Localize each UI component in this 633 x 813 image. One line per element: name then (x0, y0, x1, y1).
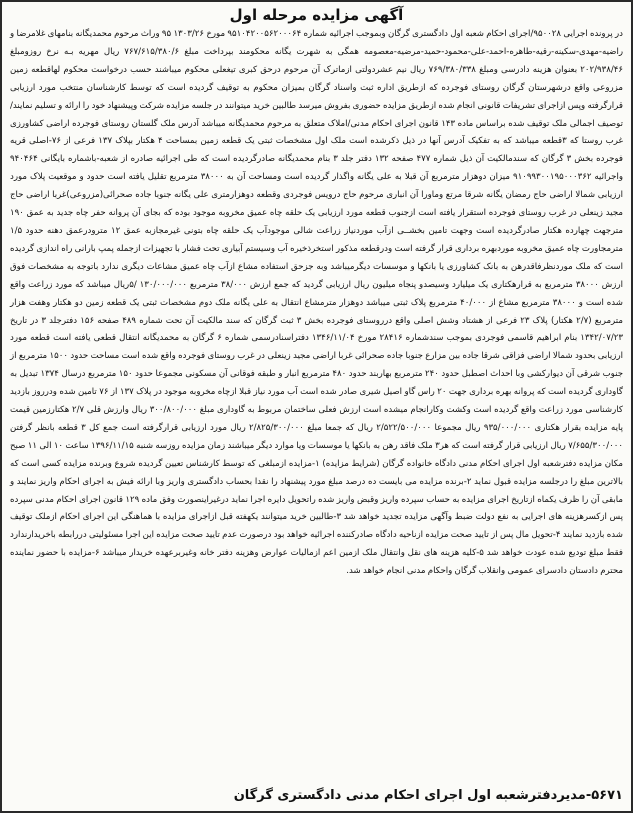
notice-signature: ۵۶۷۱-مدیردفترشعبه اول اجرای احکام مدنی دادگستری گرگان (233, 788, 623, 803)
notice-title: آگهی مزایده مرحله اول (229, 6, 404, 24)
notice-body: در پرونده اجرایی ۹۵۰۰۲۸/اجرای احکام شعبه اول دادگستری گرگان وبموجب اجرائیه شماره ۹۵۱۰۴۲۰۰۵۶۲۰۰۰۶۴ مورخ ۱۳۰۳/۲۶ ۹۵ وراث مرحوم محمدیگانه بنامهای غلامرضا و راضیه-مهدی-سکینه-رقیه-طاهره-احمد-علی-محمود-حمید-مرضیه-معصومه همگی به شهرت یگانه محکومند بپرداخت مبلغ ۷۶۷/۶۱۵/۳۸۰/۶ ریال مهریه بـه نرخ روزومبلغ ۲۰۲/۹۳۸/۴۶ بعنوان هزینه دادرسی ومبلغ ۷۶۹/۳۸۰/۳۳۸ ریال نیم عشردولتی ازماترک آن مرحوم درحق کبری تیغعلی محکوم میباشند حسب درخواست محکوم لهاقطعه زمین مزروعی واقع درشهرستان گرگان روستای فوجرده که ازطریق اداره ثبت واسناد گرگان بمیزان محکوم به توقیف گردیده است که توسط کارشناسان منتخب مورد ارزیابی قرارگرفته وپس ازاجرای تشریفات قانونی انجام شده ازطریق مزایده حضوری بفروش میرسد طالبین خرید میتوانند در جلسه مزایده شرکت وپیشنهاد خود را ارائه و تسلیم نمایند/ توصیف اجمالی ملک توقیف شده براساس ماده ۱۴۳ قانون اجرای احکام مدنی/املاک متعلق به مرحوم محمدیگانه میباشد آدرس ملک گلستان روستای فوجرده اراضی کشاورزی غرب روستا که ۳قطعه میباشد که به تفکیک آدرس آنها در ذیل ذکرشده است ملک اول مشخصات ثبتی یک قطعه زمین بمساحت ۴ هکتار بپلاک ۱۳۷ فرعی از ۷۶-اصلی قریه فوجرده بخش ۳ گرگان که سندمالکیت آن ذیل شماره ۴۷۷ صفحه ۱۳۲ دفتر جلد ۳ بنام محمدیگانه صادرگردیده است که طی اجرائیه صادره از شعبه-باشماره بایگانی ۹۴۰۴۶۴ واجرائیه ۹۱۰۹۹۳۰۰۱۹۵۰۰۰۳۶۲ میزان دوهزار مترمربع آن قبلا به علی یگانه واگذار گردیده است ومساحت آن به ۳۸۰۰۰ مترمربع تقلیل یافته است حدود و موقعیت پلاک مورد ارزیابی شمالا اراضی حاج رمضان یگانه شرقا مرتع وماورا آن انباری مرحوم حاج درویس فوجردی وقطعه دوهزارمتری علی یگانه جنوبا جاده صحرائی(مزروعی)غربا اراضی حاج مجید زینعلی در غرب روستای فوجرده استقرار یافته است ازجنوب قطعه مورد ارزیابی یک حلقه چاه عمیق مخروبه موجود بوده که بجای آن پروانه حفر چاه جدید به عمق ۱۹۰ مترجهت چهارده هکتار صادرگردیده است وجهت تامین بخشــی ازآب موردنیاز زراعت شالی موجودآب یک حلقه چاه بتونی غیرمجازبه عمق ۱۲ مترودرعمق دهنه حدود ۱/۵ مترمجاورت چاه عمیق مخروبه موردبهره برداری قرار گرفته است ودرقطعه مذکور استخرذخیره آب وسیستم آبیاری تحت فشار با تجهیزات ازجمله پمپ بارانی راه اندازی گردیده است که ملک موردنظرفاقدرهن به بانک کشاورزی یا بانکها و موسسات دیگرمیباشد وبه جزحق استفاده مشاع ازآب چاه عمیق مشاعات دیگری ندارد باتوجه به مشخصات فوق ارزش ۳۸۰۰۰ مترمربع به قرارهکتاری یک میلیارد وسیصدو پنجاه میلیون ریال ارزیابی گردید که جمع ارزش ۳۸/۰۰۰ مترمربع ۱۳۰/۰۰۰/۰۰۰ /۵ریال میباشد که مورد زراعت واقع شده است و ۳۸۰۰۰ مترمربع مشاع از ۴۰/۰۰۰ مترمربع پلاک ثبتی میباشد دوهزار مترمشاع انتقال به علی یگانه ملک دوم مشخصات ثبتی یک قطعه زمین دو هکتار وهفت هزار مترمربع (۲/۷ هکتار) پلاک ۲۳ فرعی از هشتاد وشش اصلی واقع درروستای فوجرده بخش ۳ ثبت گرگان که سند مالکیت آن تحت شماره ۴۸۹ صفحه ۱۵۶ دفترجلد ۳ در تاریخ ۱۳۴۲/۰۷/۲۳ بنام ابراهیم قاسمی فوجردی بموجب سندشماره ۲۸۴۱۶ مورخ ۱۳۴۶/۱۱/۰۴ دفتراسنادرسمی شماره ۶ گرگان به محمدیگانه انتقال قطعی یافته است قطعه مورد ارزیابی بحدود شمالا اراضی فزاقی شرقا جاده بین مزارع جنوبا جاده صحرائی غربا اراضی مجید زینعلی در غرب روستای فوجرده واقع شده است مساحت حدود ۱۵۰۰ مترمربع از جنوب شرقی آن دیوارکشی وبا احداث اصطبل حدود ۲۴۰ مترمربع بهاربند حدود ۴۸۰ مترمربع انبار و طبقه فوقانی آن مسکونی مجموعا حدود ۱۵۰ مترمربع درسال ۱۳۷۴ تبدیل به گاوداری گردیده است که پروانه بهره برداری جهت ۲۰ راس گاو اصیل شیری صادر شده است آب مورد نیاز قبلا ازچاه مخروبه موجود در پلاک ۱۳۷ از ۷۶ تامین شده ودرروز بازدید کارشناسی مورد زراعت واقع گردیده است وکشت وکارانجام میشده است ارزش فعلی ساختمان مربوط به گاوداری مبلغ ۳۰۰/۸۰۰/۰۰۰ ریال وارزش قلی ۲/۷ هکتارزمین قیمت پایه مزایده بقرار هکتاری ۹۳۵/۰۰۰/۰۰۰ ریال مجموعا ۲/۵۲۲/۵۰۰/۰۰۰ ریال که جمعا مبلغ ۲/۸۲۵/۳۰۰/۰۰۰ ریال مورد ارزیابی قرارگرفته است جمع کل ۳ قطعه بانظر گرفتن ۷/۶۵۵/۳۰۰/۰۰۰ ریال ارزیابی قرار گرفته است که هر۳ ملک فاقد رهن به بانکها یا موسسات ویا موارد دیگر میباشند زمان مزایده روزسه شنبه ۱۳۹۶/۱۱/۱۵ ساعت ۱۰ الی ۱۱ صبح مکان مزایده دفترشعبه اول اجرای احکام مدنی دادگاه خانواده گرگان (شرایط مزایده) ۱-مزایده ازمبلغی که توسط کارشناس تعیین گردیده شروع وبرنده مزایده کسی است که بالاترین مبلغ را درجلسه مزایده قبول نماید ۲-برنده مزایده می بایست ده درصد مبلغ مورد پیشنهاد را نقدا بحساب دادگستری واریز وبا ارائه فیش به اجرای احکام واریز نمایند و مابقی آن را ظرف یکماه ازتاریخ اجرای مزایده به حساب سپرده واریز وقبض واریز شده راتحویل دایره اجرا نماید درغیراینصورت وفق ماده ۱۲۹ قانون اجرای احکام مدنی سپرده پس ازکسرهزینه های اجرایی به نفع دولت ضبط وآگهی مزایده تجدید خواهد شد ۳-طالبین خرید میتوانند یکهفته قبل ازاجرای مزایده با هماهنگی این اجرای احکام ازملک توقیف شده بازدید نمایند ۴-تحویل مال پس از تایید صحت مزایده ازناحیه دادگاه صادرکننده اجرائیه خواهد بود درصورت عدم تایید صحت مزایده این اجرا مسئولیتی دررابطه باخریدارندارد فقط مبلغ تودیع شده عودت خواهد شد ۵-کلیه هزینه های نقل وانتقال ملک ازمین اعم ازمالیات عوارض وهزینه دفتر خانه وغیربرعهده خریدار میباشد ۶-مزایده با حضور نماینده محترم دادستان دادسرای عمومی وانقلاب گرگان واحکام مدنی انجام خواهد شد. (10, 29, 624, 577)
